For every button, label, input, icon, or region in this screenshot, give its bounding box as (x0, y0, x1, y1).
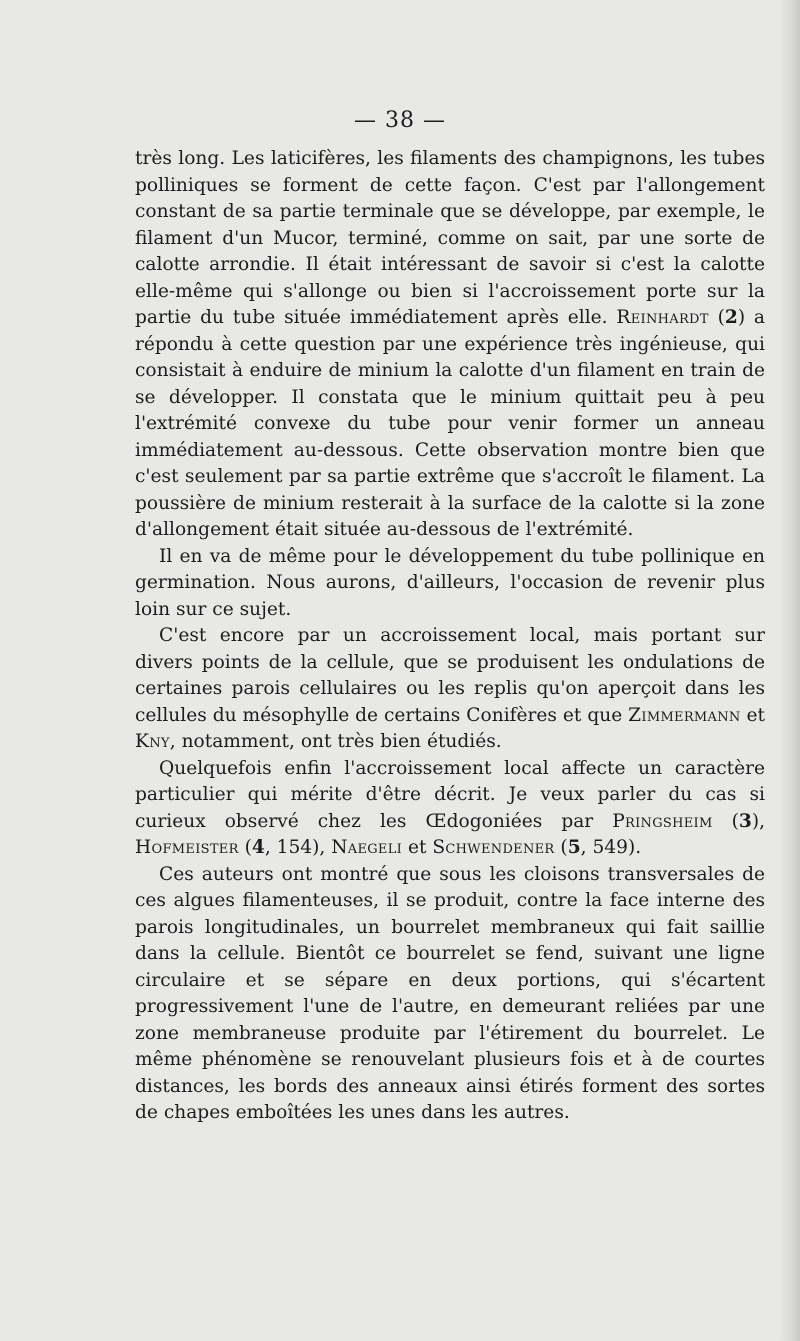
reference-number: 3 (738, 810, 752, 832)
page-body (135, 146, 765, 1127)
paragraph-5: Ces auteurs ont montré que sous les cloisons transversales de ces algues filamenteuses, il se produit, contre la face interne des parois longitudinales, un bourrelet membraneux qui fait saillie dans la cellule. Bientôt ce bourrelet se fend, suivant une ligne circulaire et se sépare en deux portions, qui s'écartent progressivement l'une de l'autre, en demeurant reliées par une zone membraneuse produite par l'étirement du bourrelet. Le même phénomène se renouvelant plusieurs fois et à de courtes distances, les bords des anneaux ainsi étirés forment des sortes de chapes emboîtées les unes dans les autres. (135, 863, 765, 1123)
reference-number: 4 (251, 837, 265, 858)
author-name: Pringsheim (612, 810, 713, 832)
author-name: Naegeli (331, 837, 403, 858)
author-name: Zimmermann (628, 704, 741, 726)
reference-number: 5 (567, 837, 581, 858)
author-name: Reinhardt (616, 307, 709, 328)
paragraph-4: Quelquefois enfin l'accroissement local affecte un caractère particulier qui mérite d'être décrit. Je veux parler du cas si curieux observé chez les Œdogoniées par Pringsheim (3), Hofmeister (4, 154), Naegeli et Schwendener (5, 549). (135, 757, 765, 858)
reference-number: 2 (724, 307, 738, 328)
scan-edge-shadow (778, 0, 800, 1341)
paragraph-2: Il en va de même pour le développement du tube pollinique en germination. Nous aurons, d'ailleurs, l'occasion de revenir plus loin sur ce sujet. (135, 545, 765, 620)
author-name: Hofmeister (135, 837, 239, 858)
author-name: Kny (135, 731, 170, 752)
paragraph-3: C'est encore par un accroissement local, mais portant sur divers points de la cellule, que se produisent les ondulations de certaines parois cellulaires ou les replis qu'on aperçoit dans les cellules du mésophylle de certains Conifères et que Zimmermann et Kny, notamment, ont très bien étudiés. (135, 625, 766, 752)
author-name: Schwendener (432, 837, 555, 858)
paragraph-1: très long. Les laticifères, les filaments des champignons, les tubes polliniques se forment de cette façon. C'est par l'allongement constant de sa partie terminale que se développe, par exemple, le filament d'un Mucor, terminé, comme on sait, par une sorte de calotte arrondie. Il était intéressant de savoir si c'est la calotte elle-même qui s'allonge ou bien si l'accroissement porte sur la partie du tube située immédiatement après elle. Reinhardt (2) a répondu à cette question par une expérience très ingénieuse, qui consistait à enduire de minium la calotte d'un filament en train de se développer. Il constata que le minium quittait peu à peu l'extrémité convexe du tube pour venir former un anneau immédiatement au-dessous. Cette observation montre bien que c'est seulement par sa partie extrême que s'accroît le filament. La poussière de minium resterait à la surface de la calotte si la zone d'allongement était située au-dessous de l'extrémité. (135, 148, 766, 540)
page-number: — 38 — (354, 108, 446, 133)
